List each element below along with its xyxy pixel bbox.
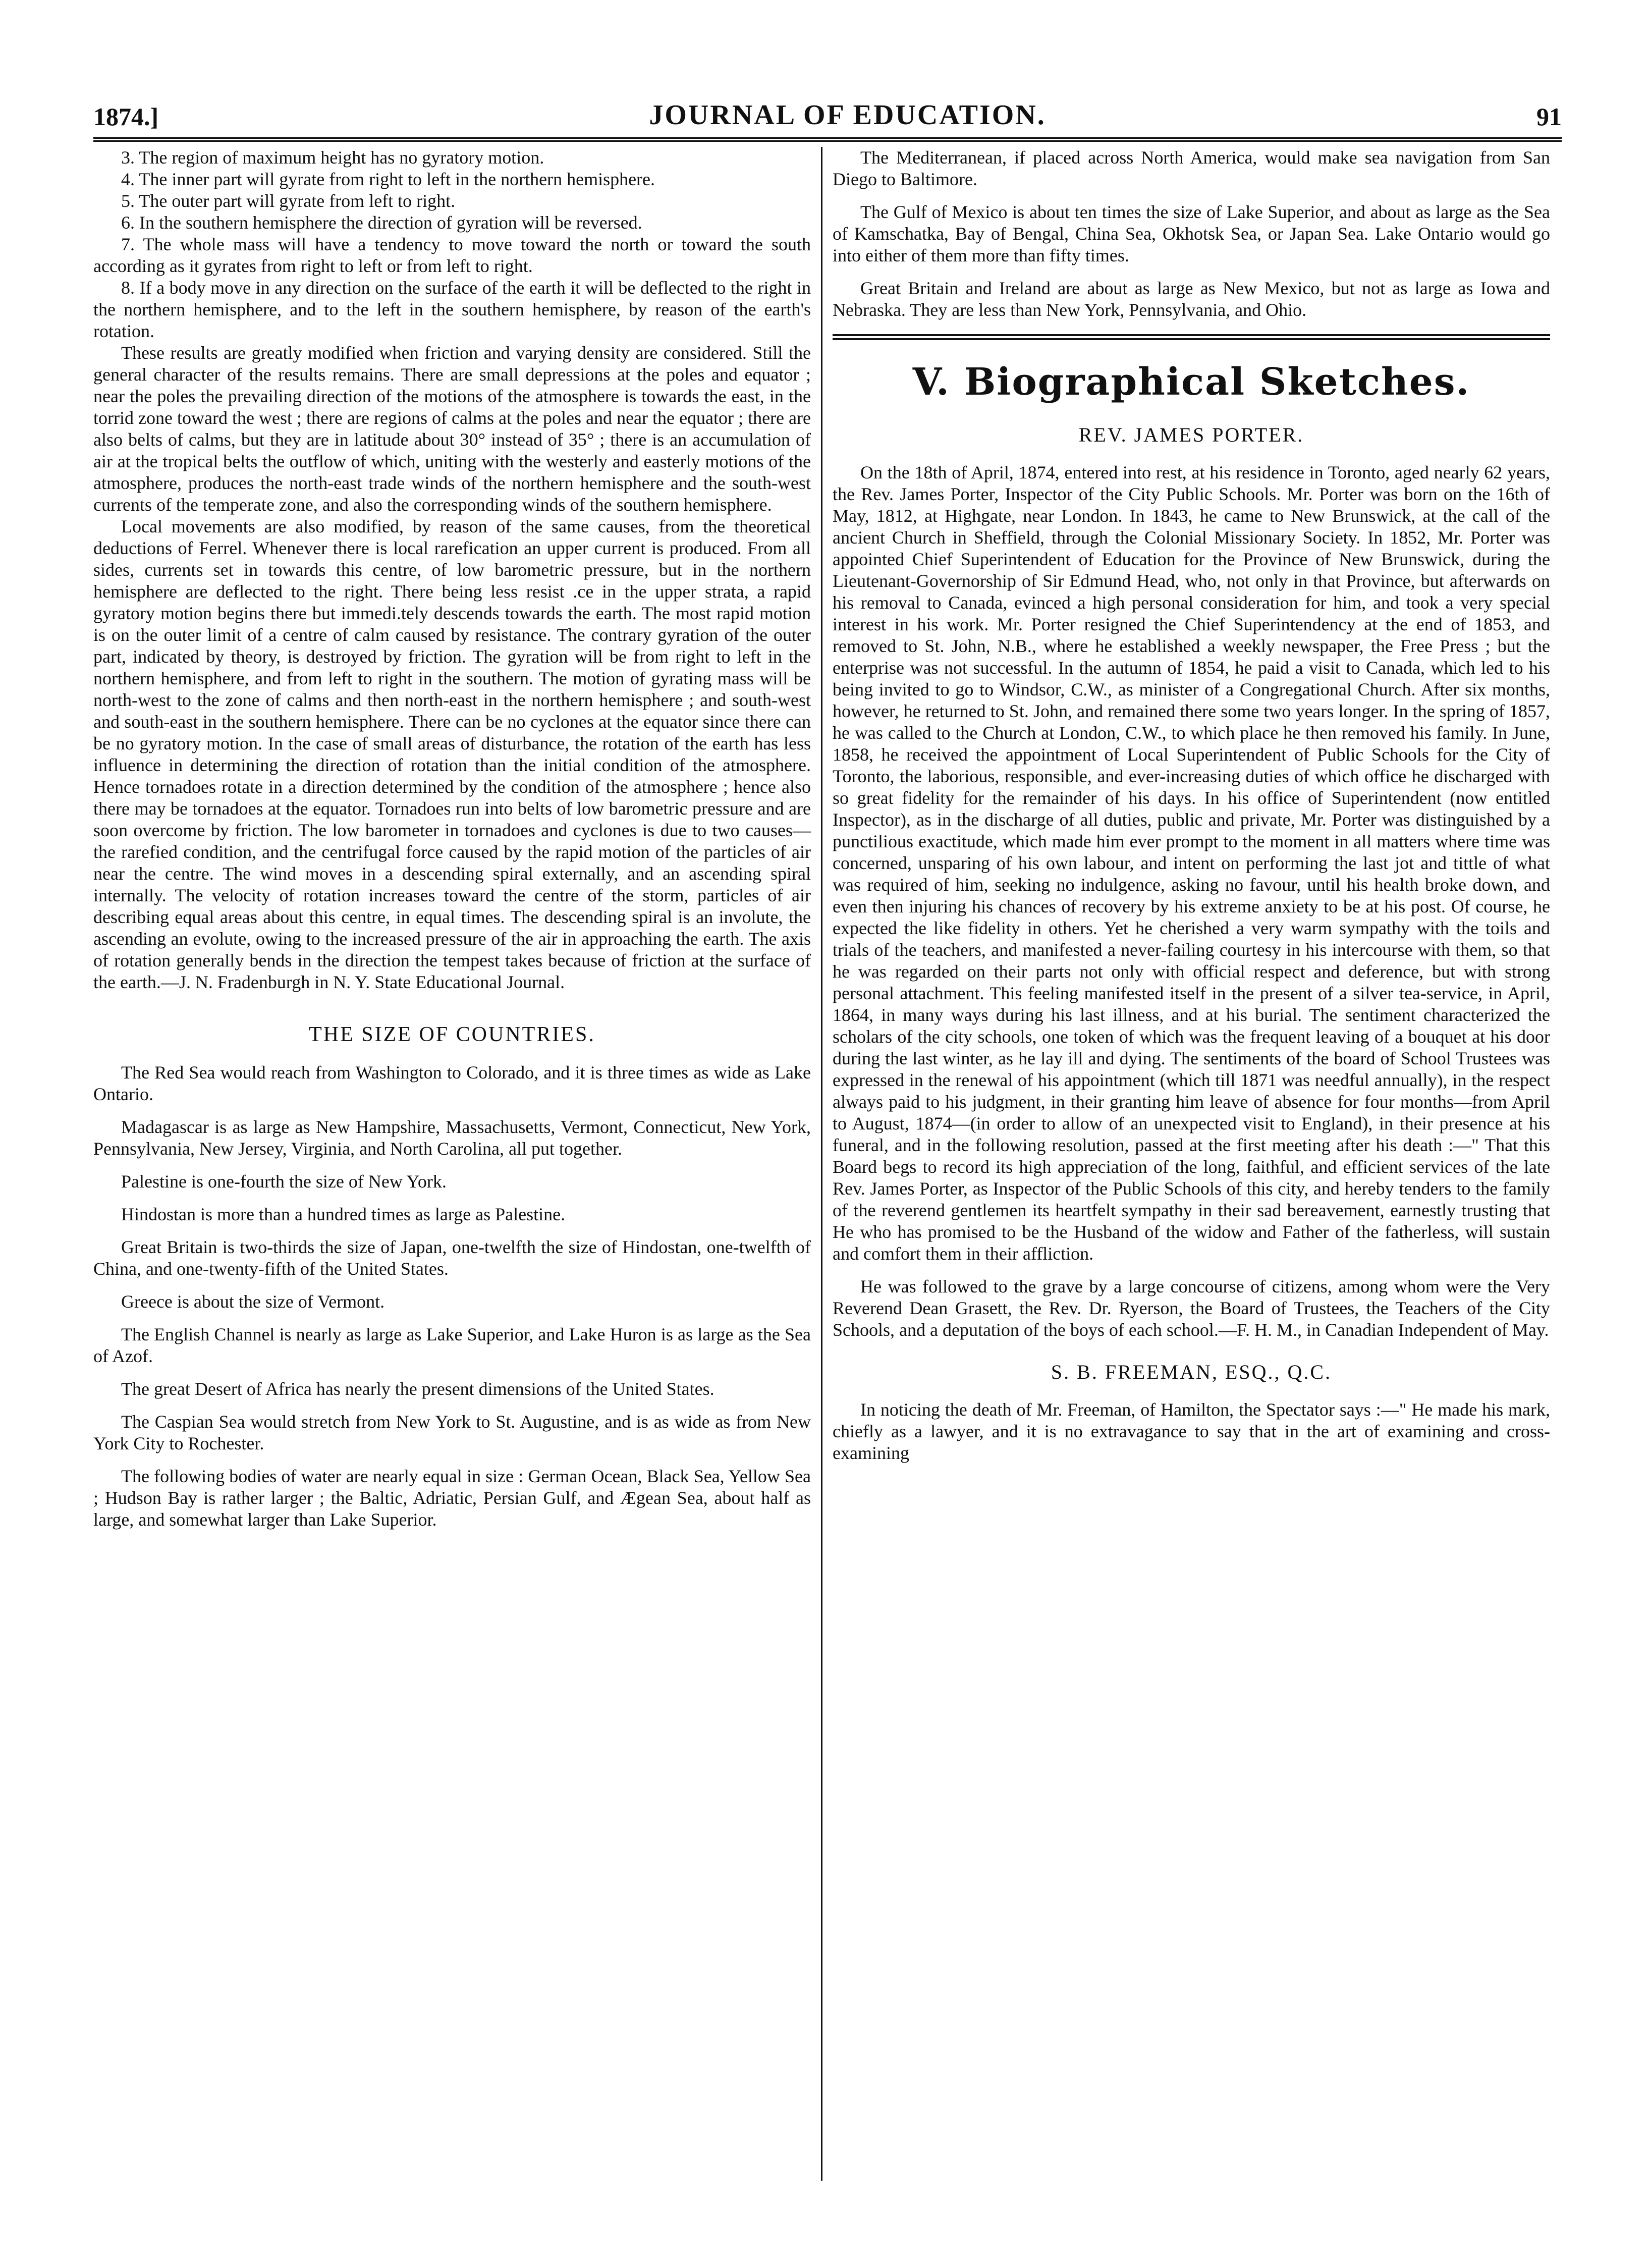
size-of-countries-heading: THE SIZE OF COUNTRIES. <box>309 1023 595 1046</box>
porter-obituary-paragraph: On the 18th of April, 1874, entered into rest, at his residence in Toronto, aged nearly 62 years, the Rev. James Porter, Inspector of the City Public Schools. Mr. Porter was born on the 16th of May, 1812, at Highgate, near London. In 1843, he came to New Brunswick, at the call of the ancient Church in Sheffield, through the Colonial Missionary Society. In 1852, Mr. Porter was appointed Chief Superintendent of Education for the Province of New Brunswick, during the Lieutenant-Governorship of Sir Edmund Head, who, not only in that Province, but afterwards on his removal to Canada, evinced a high personal consideration for him, and took a very special interest in his work. Mr. Porter resigned the Chief Superintendency at the end of 1853, and removed to St. John, N.B., where he established a weekly newspaper, the Free Press ; but the enterprise was not successful. In the autumn of 1854, he paid a visit to Canada, which led to his being invited to go to Windsor, C.W., as minister of a Congregational Church. After six months, however, he returned to St. John, and remained there some two years longer. In the spring of 1857, he was called to the Church at London, C.W., to which place he then removed his family. In June, 1858, he received the appointment of Local Superintendent of Public Schools for the City of Toronto, the laborious, responsible, and ever-increasing duties of which office he discharged with so great fidelity for the remainder of his days. In his office of Superintendent (now entitled Inspector), as in the discharge of all duties, public and private, Mr. Porter was distinguished by a punctilious exactitude, which made him ever prompt to the moment in all matters where time was concerned, unsparing of his own labour, and intent on performing the last jot and tittle of what was required of him, seeking no indulgence, asking no favour, until his health broke down, and even then injuring his chances of recovery by his extreme anxiety to be at his post. Of course, he expected the like fidelity in others. Yet he cherished a very warm sympathy with the toils and trials of the teachers, and manifested a never-failing courtesy in his intercourse with them, so that he was regarded on their parts not only with official respect and deference, but with strong personal attachment. This feeling manifested itself in the present of a silver tea-service, in April, 1864, in many ways during his last illness, and at his burial. The sentiment characterized the scholars of the city schools, one token of which was the frequent leaving of a bouquet at his door during the last winter, as he lay ill and dying. The sentiments of the board of School Trustees was expressed in the renewal of his appointment (which till 1871 was needful annually), in the respect always paid to his judgment, in their granting him leave of absence for four months—from April to August, 1874—(in order to allow of an unexpected visit to England), in their presence at his funeral, and in the following resolution, passed at the first meeting after his death :—" That this Board begs to record its high appreciation of the long, faithful, and efficient services of the late Rev. James Porter, as Inspector of the Public Schools of this city, and hereby tenders to the family of the reverend gentlemen its heartfelt sympathy in their sad bereavement, earnestly trusting that He who has promised to be the Husband of the widow and Father of the fatherless, will sustain and comfort them in their affliction. <box>833 462 1550 1264</box>
journal-title: JOURNAL OF EDUCATION. <box>649 99 1046 131</box>
gyration-point-3: 3. The region of maximum height has no gyratory motion. <box>121 147 544 168</box>
gyration-point-7: 7. The whole mass will have a tendency to move toward the north or toward the south according as it gyrates from right to left or from left to right. <box>93 234 811 276</box>
freeman-paragraph: In noticing the death of Mr. Freeman, of Hamilton, the Spectator says :—" He made his mark, chiefly as a lawyer, and it is no extravagance to say that in the art of examining and cross-examining <box>833 1399 1550 1463</box>
gyration-point-8: 8. If a body move in any direction on the surface of the earth it will be deflected to the right in the northern hemisphere, and to the left in the southern hemisphere, by reason of the earth's rotation. <box>93 278 811 341</box>
porter-heading: REV. JAMES PORTER. <box>1078 423 1304 446</box>
size-item-hindostan: Hindostan is more than a hundred times as large as Palestine. <box>121 1204 566 1224</box>
left-column <box>93 142 821 2181</box>
two-column-body <box>93 142 1562 2181</box>
local-movements-paragraph: Local movements are also modified, by reason of the same causes, from the theoretical deductions of Ferrel. Whenever there is local rarefication an upper current is produced. From all sides, currents set in towards this centre, of low barometric pressure, but in the northern hemisphere are deflected to the right. There being less resist .ce in the upper strata, a rapid gyratory motion begins there but immedi.tely descends towards the earth. The most rapid motion is on the outer limit of a centre of calm caused by resistance. The contrary gyration of the outer part, indicated by theory, is destroyed by friction. The gyration will be from right to left in the northern hemisphere, and from left to right in the southern. The motion of gyrating mass will be north-west to the zone of calms and then north-east in the northern hemisphere ; and south-west and south-east in the southern hemisphere. There can be no cyclones at the equator since there can be no gyratory motion. In the case of small areas of disturbance, the rotation of the earth has less influence in determining the direction of rotation than the initial condition of the atmosphere. Hence tornadoes rotate in a direction determined by the condition of the atmosphere ; hence also there may be tornadoes at the equator. Tornadoes run into belts of low barometric pressure and are soon overcome by friction. The low barometer in tornadoes and cyclones is due to two causes—the rarefied condition, and the centrifugal force caused by the rapid motion of the particles of air near the centre. The wind moves in a descending spiral externally, and an ascending spiral internally. The velocity of rotation increases toward the centre of the storm, particles of air describing equal areas about this centre, in equal times. The descending spiral is an involute, the ascending an evolute, owing to the increased pressure of the air in approaching the earth. The axis of rotation generally bends in the direction the tempest takes because of friction at the surface of the earth.—J. N. Fradenburgh in N. Y. State Educational Journal. <box>93 516 811 992</box>
size-item-great-britain-ireland: Great Britain and Ireland are about as large as New Mexico, but not as large as Iowa and Nebraska. They are less than New York, Pennsylvania, and Ohio. <box>833 278 1550 320</box>
size-item-bodies-of-water: The following bodies of water are nearly equal in size : German Ocean, Black Sea, Yellow Sea ; Hudson Bay is rather larger ; the Baltic, Adriatic, Persian Gulf, and Ægean Sea, about half as large, and somewhat larger than Lake Superior. <box>93 1466 811 1530</box>
page-number: 91 <box>1536 102 1562 131</box>
section-divider-rule <box>833 334 1550 340</box>
header-year: 1874.] <box>93 102 159 131</box>
size-item-desert-of-africa: The great Desert of Africa has nearly the present dimensions of the United States. <box>121 1379 714 1399</box>
porter-funeral-paragraph: He was followed to the grave by a large concourse of citizens, among whom were the Very Reverend Dean Grasett, the Rev. Dr. Ryerson, the Board of Trustees, the Teachers of the City Schools, and a deputation of the boys of each school.—F. H. M., in Canadian Independent of May. <box>833 1276 1550 1340</box>
size-item-english-channel: The English Channel is nearly as large as Lake Superior, and Lake Huron is as large as the Sea of Azof. <box>93 1324 811 1366</box>
size-item-madagascar: Madagascar is as large as New Hampshire, Massachusetts, Vermont, Connecticut, New York, Pennsylvania, New Jersey, Virginia, and North Carolina, all put together. <box>93 1117 811 1159</box>
gyration-point-6: 6. In the southern hemisphere the direction of gyration will be reversed. <box>121 212 642 233</box>
results-paragraph: These results are greatly modified when friction and varying density are considered. Still the general character of the results remains. There are small depressions at the poles and equator ; near the poles the prevailing direction of the motions of the atmosphere is towards the east, in the torrid zone toward the west ; there are regions of calms at the poles and near the equator ; there are also belts of calms, but they are in latitude about 30° instead of 35° ; there is an accumulation of air at the tropical belts the outflow of which, uniting with the westerly and easterly motions of the atmosphere, produces the north-east trade winds of the northern hemisphere and the south-west currents of the temperate zone, and also the corresponding winds of the southern hemisphere. <box>93 343 811 515</box>
size-item-palestine: Palestine is one-fourth the size of New York. <box>121 1171 447 1192</box>
freeman-heading: S. B. FREEMAN, ESQ., Q.C. <box>1051 1361 1332 1383</box>
size-item-greece: Greece is about the size of Vermont. <box>121 1291 385 1312</box>
page-header <box>93 86 1562 142</box>
size-item-gulf-of-mexico: The Gulf of Mexico is about ten times the size of Lake Superior, and about as large as the Sea of Kamschatka, Bay of Bengal, China Sea, Okhotsk Sea, or Japan Sea. Lake Ontario would go into either of them more than fifty times. <box>833 202 1550 265</box>
biographical-sketches-heading: V. Biographical Sketches. <box>912 360 1470 404</box>
size-item-caspian-sea: The Caspian Sea would stretch from New York to St. Augustine, and is as wide as from New York City to Rochester. <box>93 1412 811 1453</box>
gyration-point-4: 4. The inner part will gyrate from right to left in the northern hemisphere. <box>121 169 655 189</box>
size-item-mediterranean: The Mediterranean, if placed across North America, would make sea navigation from San Diego to Baltimore. <box>833 147 1550 189</box>
size-item-great-britain: Great Britain is two-thirds the size of Japan, one-twelfth the size of Hindostan, one-twelfth of China, and one-twenty-fifth of the United States. <box>93 1237 811 1279</box>
gyration-point-5: 5. The outer part will gyrate from left to right. <box>121 191 456 211</box>
right-column <box>822 142 1550 2181</box>
size-item-red-sea: The Red Sea would reach from Washington to Colorado, and it is three times as wide as Lake Ontario. <box>93 1062 811 1104</box>
